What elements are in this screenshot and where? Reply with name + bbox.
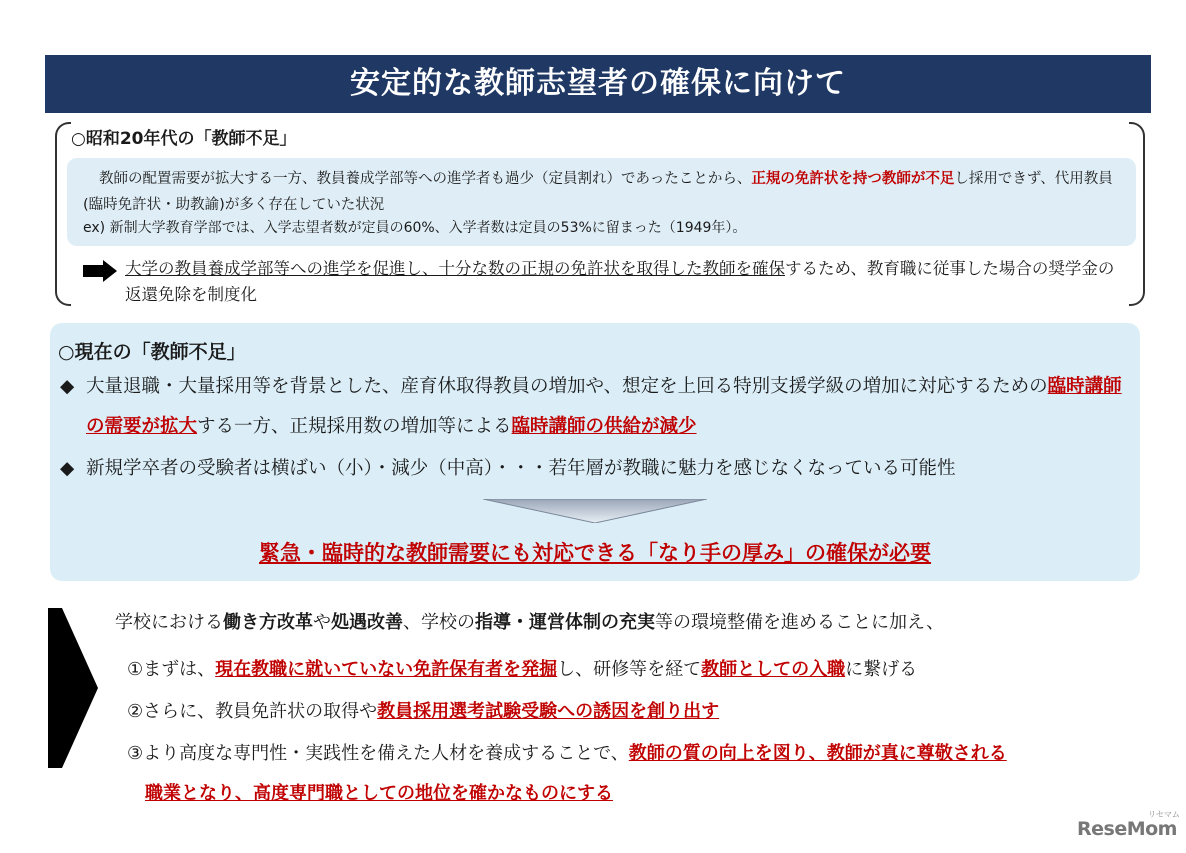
intro-bold-2: 処遇改善	[331, 612, 403, 633]
item1-text-a: ①まずは、	[127, 659, 216, 680]
measure-item-1	[127, 655, 917, 681]
intro-text-1: 学校における	[115, 612, 223, 633]
item2-highlight: 教員採用選考試験受験への誘因を創り出す	[377, 701, 720, 722]
intro-text-4: 等の環境整備を進めることに加え、	[655, 612, 945, 633]
item1-text-c: に繋げる	[845, 659, 918, 680]
item3-text-a: ③より高度な専門性・実践性を備えた人材を養成することで、	[127, 743, 629, 764]
section1-conclusion	[125, 256, 1125, 308]
bullet1-text-b: する一方、正規採用数の増加等による	[197, 416, 512, 437]
section-showa-shortage	[55, 120, 1145, 306]
desc-highlight: 正規の免許状を持つ教師が不足	[751, 171, 955, 187]
diamond-bullet-icon: ◆	[60, 458, 75, 479]
item1-text-b: し、研修等を経て	[557, 659, 702, 680]
intro-bold-1: 働き方改革	[223, 612, 313, 633]
bullet1-text-a: 大量退職・大量採用等を背景とした、産育休取得教員の増加や、想定を上回る特別支援学級の増加に対応するための	[86, 376, 1048, 397]
diamond-bullet-icon: ◆	[60, 376, 75, 397]
item1-highlight-2: 教師としての入職	[701, 659, 846, 680]
section-current-shortage	[50, 323, 1140, 581]
logo-subtitle: リセマム	[1148, 810, 1180, 819]
conclusion-underlined: 大学の教員養成学部等への進学を促進し、十分な数の正規の免許状を取得した教師を確保	[125, 259, 785, 278]
desc-text-a: 教師の配置需要が拡大する一方、教員養成学部等への進学者も過少（定員割れ）であったことから、	[99, 171, 752, 187]
section1-heading: ○昭和20年代の「教師不足」	[71, 129, 297, 149]
item3-highlight-1: 教師の質の向上を図り、教師が真に尊敬される	[628, 743, 1007, 764]
measure-item-2	[127, 697, 719, 723]
bullet-item-1	[86, 367, 1126, 447]
measures-intro	[115, 608, 944, 634]
item3-highlight-2: 職業となり、高度専門職としての地位を確かなものにする	[145, 783, 613, 804]
item2-text-a: ②さらに、教員免許状の取得や	[127, 701, 378, 722]
section2-heading: ○現在の「教師不足」	[58, 341, 246, 363]
conclusion-rest: するため、教育職に従事した場合の奨学金の返還免除を制度化	[125, 259, 1115, 304]
bullet1-highlight-1: 臨時講師の需要が拡大	[86, 376, 1122, 437]
right-arrow-icon	[83, 260, 117, 282]
section1-example: ex) 新制大学教育学部では、入学志望者数が定員の60%、入学者数は定員の53%に留まった（1949年）。	[83, 220, 747, 236]
down-arrow-icon	[483, 499, 707, 523]
measure-item-3	[127, 739, 1007, 765]
intro-bold-3: 指導・運営体制の充実	[475, 612, 655, 633]
resemom-logo: ReseMom	[1077, 818, 1177, 840]
page-title: 安定的な教師志望者の確保に向けて	[45, 55, 1151, 113]
desc-text-b: し採用できず、代用教員(臨時免許状・助教諭)が多く存在していた状況	[83, 171, 1113, 213]
big-right-arrow-icon	[48, 608, 98, 768]
bullet1-highlight-2: 臨時講師の供給が減少	[511, 416, 697, 437]
section1-description	[83, 166, 1128, 218]
item1-highlight-1: 現在教職に就いていない免許保有者を発掘	[215, 659, 558, 680]
intro-text-2: や	[313, 612, 331, 633]
section2-conclusion: 緊急・臨時的な教師需要にも対応できる「なり手の厚み」の確保が必要	[259, 541, 931, 565]
bullet-item-2: 新規学卒者の受験者は横ばい（小）・減少（中高）・・・若年層が教職に魅力を感じなくなっている可能性	[86, 458, 956, 479]
measure-item-3-cont	[145, 779, 613, 805]
intro-text-3: 、学校の	[403, 612, 475, 633]
section1-info-box	[67, 158, 1136, 246]
